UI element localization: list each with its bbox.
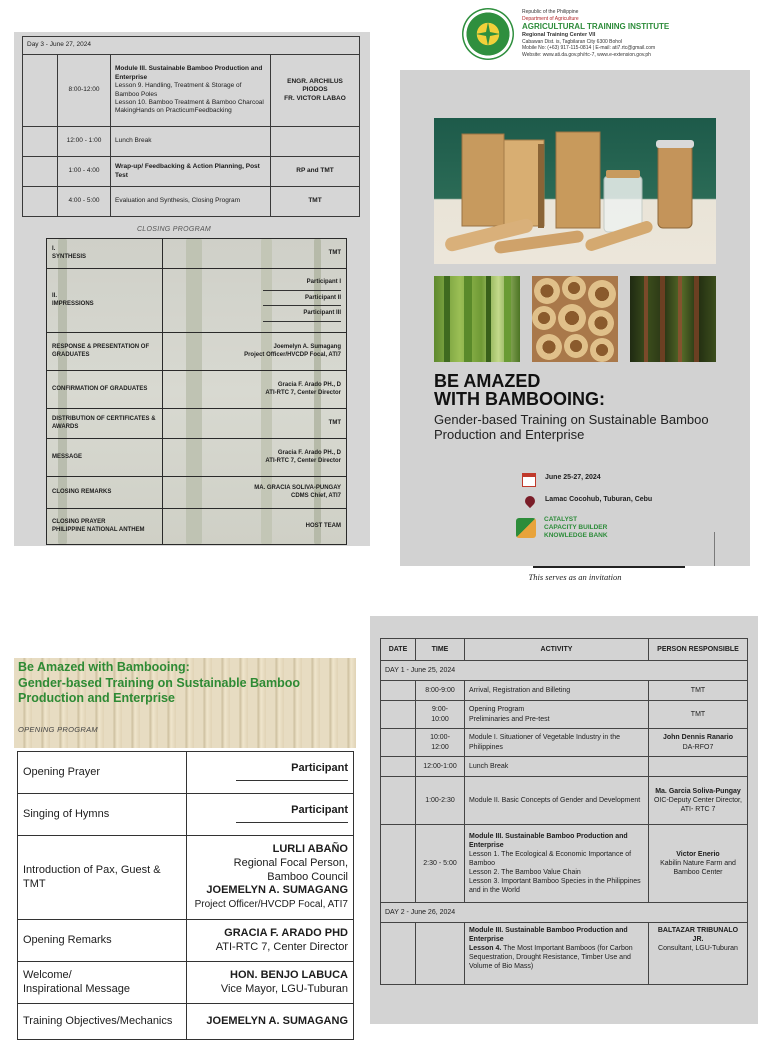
program-item — [18, 752, 354, 794]
closing-item — [47, 439, 347, 477]
table-row — [381, 777, 748, 825]
speaker-role: ATI-RTC 7, Center Director — [215, 940, 348, 953]
closing-item-label: CLOSING PRAYER PHILIPPINE NATIONAL ANTHEM — [47, 509, 163, 545]
closing-item — [47, 409, 347, 439]
participant-name: Participant III — [263, 310, 341, 322]
person-role: Kabilin Nature Farm and Bamboo Center — [660, 859, 736, 877]
speaker-name: JOEMELYN A. SUMAGANG — [206, 1014, 348, 1027]
activity-cell: Opening Program Preliminaries and Pre-test — [465, 701, 649, 729]
table-row — [381, 923, 748, 985]
person-cell: ENGR. ARCHILUS PIODOS FR. VICTOR LABAO — [271, 55, 360, 127]
person-cell: TMT — [649, 701, 748, 729]
closing-program-box — [46, 238, 347, 545]
opening-program-table — [17, 751, 354, 1040]
opening-program-title: Be Amazed with Bambooing: Gender-based Training on Sustainable Bamboo Production and Enterprise — [18, 660, 300, 705]
department-text: Department of Agriculture — [522, 15, 579, 22]
closing-item-value: TMT — [163, 239, 347, 269]
closing-item — [47, 239, 347, 269]
closing-program-title: CLOSING PROGRAM — [136, 226, 212, 233]
catalyst-logo-icon — [516, 518, 536, 538]
closing-item-value: MA. GRACIA SOLIVA-PUNGAY CDMS Chief, ATI7 — [163, 477, 347, 509]
person-cell — [649, 923, 748, 985]
rtc-name: Regional Training Center VII — [522, 31, 596, 38]
time-cell: 12:00-1:00 — [416, 757, 465, 777]
event-venue: Lamac Cocohub, Tuburan, Cebu — [545, 496, 653, 503]
signature-line — [236, 779, 348, 781]
closing-item-label: CLOSING REMARKS — [47, 477, 163, 509]
activity-cell: Module I. Situationer of Vegetable Industry in the Philippines — [465, 729, 649, 757]
time-cell: 8:00-9:00 — [416, 681, 465, 701]
activity-title: Module III. Sustainable Bamboo Production and Enterprise — [469, 832, 628, 849]
flyer-title-line2: WITH BAMBOOING: — [434, 389, 605, 409]
table-row — [23, 187, 360, 217]
person-cell: TMT — [649, 681, 748, 701]
time-cell: 4:00 - 5:00 — [58, 187, 111, 217]
day-label: DAY 2 - June 26, 2024 — [381, 903, 748, 923]
activity-cell: Arrival, Registration and Billeting — [465, 681, 649, 701]
participant-name: Participant II — [263, 295, 341, 307]
table-row — [381, 701, 748, 729]
training-schedule-panel — [370, 616, 758, 1024]
person-role: DA-RFO7 — [682, 743, 714, 751]
invitation-flyer-panel — [400, 0, 752, 590]
activity-cell: Evaluation and Synthesis, Closing Program — [111, 187, 271, 217]
closing-item-value: Gracia F. Arado PH., D ATI-RTC 7, Center Director — [163, 371, 347, 409]
program-item-value — [187, 794, 354, 836]
closing-item-value: TMT — [163, 409, 347, 439]
bamboo-grove-illustration — [434, 276, 520, 362]
person-name: BALTAZAR TRIBUNALO JR. — [657, 927, 739, 944]
program-item-label: Singing of Hymns — [18, 794, 187, 836]
person-cell — [649, 825, 748, 903]
activity-title: Module III. Sustainable Bamboo Production and Enterprise — [115, 65, 263, 81]
speaker-role: Vice Mayor, LGU-Tuburan — [220, 982, 348, 995]
opening-program-panel — [14, 658, 356, 1027]
person-role: Consultant, LGU-Tuburan — [658, 945, 738, 953]
republic-text: Republic of the Philippine — [522, 9, 579, 15]
person-name: Ma. Garcia Soliva-Pungay — [655, 787, 741, 795]
program-item-label: Welcome/ Inspirational Message — [18, 962, 187, 1004]
speaker-name: GRACIA F. ARADO PHD — [224, 926, 348, 939]
bamboo-clump-illustration — [630, 276, 716, 362]
time-cell: 9:00- 10:00 — [416, 701, 465, 729]
time-cell: 1:00-2:30 — [416, 777, 465, 825]
program-item — [18, 836, 354, 920]
program-item — [18, 920, 354, 962]
table-header-row — [381, 639, 748, 661]
day-label: DAY 1 - June 25, 2024 — [381, 661, 748, 681]
person-cell — [271, 127, 360, 157]
person-name: John Dennis Ranario — [662, 734, 733, 742]
person-role: OIC-Deputy Center Director, ATI- RTC 7 — [654, 796, 742, 814]
bamboo-poles-cross-section-photo — [532, 276, 618, 362]
activity-text: Lesson 9. Handling, Treatment & Storage of Bamboo Poles Lesson 10. Bamboo Treatment & Bamboo Charcoal MakingHands on PracticumFeedbacking — [115, 82, 264, 115]
day-label-row — [381, 661, 748, 681]
speaker-role: Project Officer/HVCDP Focal, ATI7 — [194, 899, 348, 911]
closing-item-label: RESPONSE & PRESENTATION OF GRADUATES — [47, 333, 163, 371]
person-cell — [649, 777, 748, 825]
calendar-icon — [522, 473, 536, 487]
seal-mark-icon — [462, 8, 514, 60]
program-item-label: Introduction of Pax, Guest & TMT — [18, 836, 187, 920]
activity-cell — [465, 825, 649, 903]
program-item-value — [187, 962, 354, 1004]
person-name: Victor Enerio — [676, 850, 720, 858]
closing-item-label: CONFIRMATION OF GRADUATES — [47, 371, 163, 409]
activity-text: The Most Important Bamboos (for Carbon Sequestration, Drought Resistance, Timber Use and Volume of Bio Mass) — [469, 945, 633, 971]
day3-closing-panel — [14, 32, 370, 546]
speaker-name: Participant — [291, 803, 348, 816]
closing-item-label: DISTRIBUTION OF CERTIFICATES & AWARDS — [47, 409, 163, 439]
closing-item — [47, 269, 347, 333]
closing-item-value: Gracia F. Arado PH., D ATI-RTC 7, Center Director — [163, 439, 347, 477]
ati-letterhead — [522, 9, 744, 58]
time-cell: 1:00 - 4:00 — [58, 157, 111, 187]
person-cell — [649, 729, 748, 757]
table-row — [381, 729, 748, 757]
table-row — [381, 681, 748, 701]
program-item-label: Training Objectives/Mechanics — [18, 1004, 187, 1040]
speaker-name: HON. BENJO LABUCA — [230, 968, 348, 981]
closing-item — [47, 477, 347, 509]
speaker-role: Regional Focal Person, Bamboo Council — [233, 856, 348, 883]
event-date: June 25-27, 2024 — [545, 474, 601, 481]
program-item-value — [187, 836, 354, 920]
program-item — [18, 962, 354, 1004]
opening-program-subtitle: OPENING PROGRAM — [18, 725, 98, 734]
closing-item-label: II. IMPRESSIONS — [47, 269, 163, 333]
bamboo-clump-photo — [630, 276, 716, 362]
activity-text: Lesson 1. The Ecological & Economic Importance of Bamboo Lesson 2. The Bamboo Value Chain Lesson 3. Important Bamboo Species in the Philippines and in the World — [469, 850, 641, 895]
activity-title: Module III. Sustainable Bamboo Production and Enterprise — [469, 927, 628, 944]
person-cell: TMT — [271, 187, 360, 217]
closing-program-table — [46, 238, 347, 545]
closing-item — [47, 371, 347, 409]
program-item — [18, 794, 354, 836]
location-pin-icon — [523, 494, 537, 508]
time-cell: 10:00- 12:00 — [416, 729, 465, 757]
program-item-label: Opening Remarks — [18, 920, 187, 962]
invitation-caption: This serves as an invitation — [528, 572, 622, 582]
column-header-date: DATE — [381, 639, 416, 661]
speaker-name: LURLI ABAÑO — [272, 843, 348, 856]
speaker-name: JOEMELYN A. SUMAGANG — [206, 884, 348, 897]
table-row — [381, 825, 748, 903]
opening-program-header — [14, 658, 356, 748]
activity-cell — [465, 923, 649, 985]
activity-cell: Lunch Break — [465, 757, 649, 777]
speaker-name: Participant — [291, 761, 348, 774]
time-cell: 2:30 - 5:00 — [416, 825, 465, 903]
catalyst-tagline: CATALYST CAPACITY BUILDER KNOWLEDGE BANK — [544, 516, 608, 539]
day3-label: Day 3 - June 27, 2024 — [23, 37, 360, 55]
address-text: Cabawan Dist. is, Tagbilaran City 6300 Bohol — [522, 38, 622, 45]
bamboo-forest-photo — [434, 276, 520, 362]
column-header-person: PERSON RESPONSIBLE — [649, 639, 748, 661]
institute-name: AGRICULTURAL TRAINING INSTITUTE — [522, 22, 670, 31]
time-cell: 8:00-12:00 — [58, 55, 111, 127]
activity-cell: Module II. Basic Concepts of Gender and Development — [465, 777, 649, 825]
column-header-time: TIME — [416, 639, 465, 661]
activity-title: Wrap-up/ Feedbacking & Action Planning, Post Test — [115, 163, 260, 179]
participant-name: Participant I — [263, 279, 341, 291]
closing-item — [47, 509, 347, 545]
table-row — [23, 157, 360, 187]
table-row — [23, 127, 360, 157]
divider-line — [714, 532, 715, 566]
closing-item-value: HOST TEAM — [163, 509, 347, 545]
training-schedule-table — [380, 638, 748, 985]
program-item — [18, 1004, 354, 1040]
activity-cell — [111, 157, 271, 187]
lesson-label: Lesson 4. — [469, 945, 502, 953]
divider-line — [533, 566, 685, 568]
closing-item-label: MESSAGE — [47, 439, 163, 477]
program-item-value — [187, 752, 354, 794]
program-item-value — [187, 1004, 354, 1040]
department-of-agriculture-seal-icon — [462, 8, 514, 60]
flyer-subtitle: Gender-based Training on Sustainable Bamboo Production and Enterprise — [434, 412, 709, 442]
flyer-title — [434, 372, 724, 408]
website-text: Website: www.ati.da.gov.ph/rtc-7, www.e-extension.gov.ph — [522, 51, 651, 58]
time-cell: 12:00 - 1:00 — [58, 127, 111, 157]
flyer-title-line1: BE AMAZED — [434, 371, 541, 391]
signature-line — [236, 821, 348, 823]
contact-text: Mobile No: (+63) 917-115-0814 | E-mail: ati7.rtc@gmail.com — [522, 45, 656, 52]
day3-label-row — [23, 37, 360, 55]
program-item-label: Opening Prayer — [18, 752, 187, 794]
bamboo-products-photo — [434, 118, 716, 264]
closing-item — [47, 333, 347, 371]
table-row — [23, 55, 360, 127]
time-cell — [416, 923, 465, 985]
closing-item-value: Joemelyn A. Sumagang Project Officer/HVCDP Focal, ATI7 — [163, 333, 347, 371]
column-header-activity: ACTIVITY — [465, 639, 649, 661]
closing-item-label: I. SYNTHESIS — [47, 239, 163, 269]
bamboo-products-illustration — [434, 118, 716, 264]
day3-schedule-table — [22, 36, 360, 217]
person-cell: RP and TMT — [271, 157, 360, 187]
table-row — [381, 757, 748, 777]
activity-cell: Lunch Break — [111, 127, 271, 157]
closing-item-value — [163, 269, 347, 333]
activity-cell — [111, 55, 271, 127]
flyer-body — [400, 70, 750, 566]
program-item-value — [187, 920, 354, 962]
day-label-row — [381, 903, 748, 923]
